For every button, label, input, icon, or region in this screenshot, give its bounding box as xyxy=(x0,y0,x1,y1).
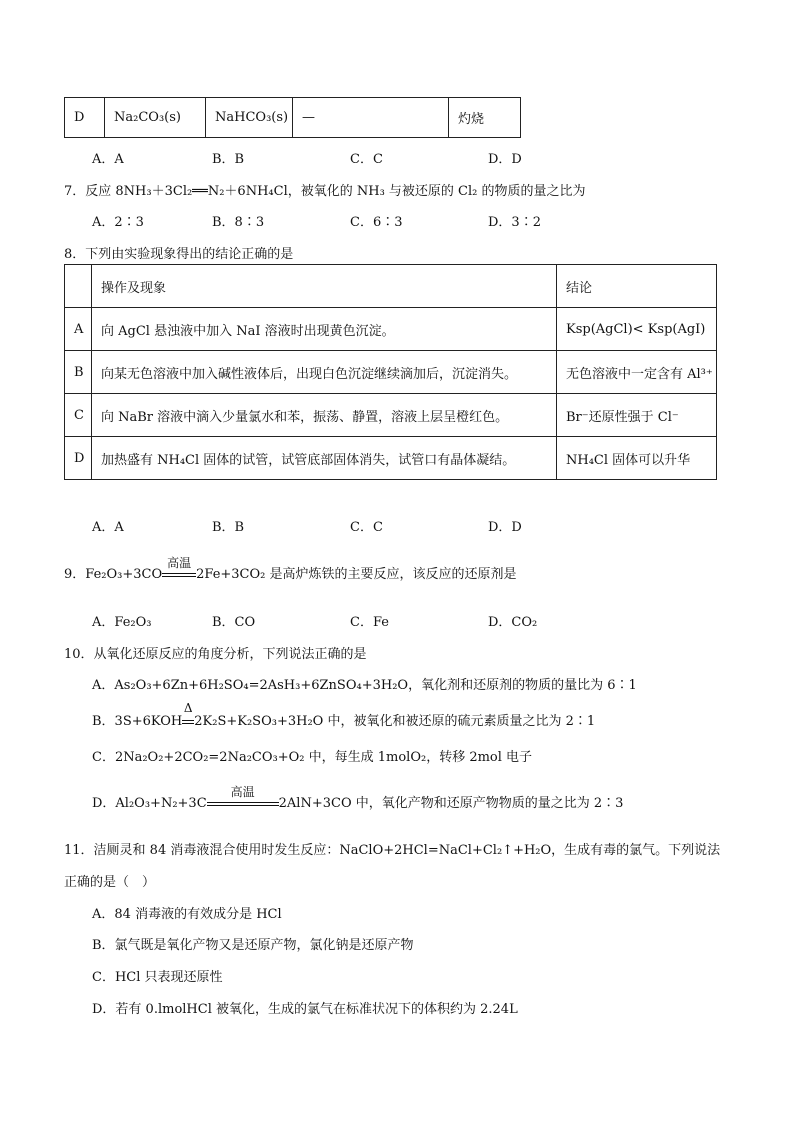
option-d[interactable]: D．CO₂ xyxy=(488,615,538,630)
q9-stem xyxy=(64,556,517,582)
q10-stem: 10．从氧化还原反应的角度分析，下列说法正确的是 xyxy=(64,647,367,662)
double-arrow xyxy=(162,573,196,577)
row-operation: 向 AgCl 悬浊液中加入 NaI 溶液时出现黄色沉淀。 xyxy=(92,308,557,351)
row-label: D xyxy=(65,437,92,480)
row-conclusion: Br⁻还原性强于 Cl⁻ xyxy=(557,394,717,437)
reaction-condition xyxy=(207,785,279,811)
q11-option-a[interactable]: A．84 消毒液的有效成分是 HCl xyxy=(92,907,282,922)
option-b-right: 2K₂S+K₂SO₃+3H₂O 中，被氧化和被还原的硫元素质量之比为 2∶1 xyxy=(194,714,596,729)
table-q6-row-d xyxy=(64,97,521,138)
option-c[interactable]: C．C xyxy=(350,520,383,535)
row-conclusion: NH₄Cl 固体可以升华 xyxy=(557,437,717,480)
condition-label: Δ xyxy=(183,701,193,715)
cell-product: NaHCO₃(s) xyxy=(206,98,293,138)
option-c[interactable]: C．6∶3 xyxy=(350,215,403,230)
option-d[interactable]: D．D xyxy=(488,152,522,167)
table-row xyxy=(65,394,717,437)
option-c[interactable]: C．C xyxy=(350,152,383,167)
q10-option-c[interactable]: C．2Na₂O₂+2CO₂=2Na₂CO₃+O₂ 中，每生成 1molO₂，转移 2mol 电子 xyxy=(92,750,533,765)
option-d[interactable]: D．3∶2 xyxy=(488,215,541,230)
row-conclusion: Ksp(AgCl)< Ksp(AgI) xyxy=(557,308,717,351)
q8-table xyxy=(64,264,717,480)
row-label: A xyxy=(65,308,92,351)
q11-option-c[interactable]: C．HCl 只表现还原性 xyxy=(92,970,223,985)
option-b[interactable]: B．B xyxy=(212,520,245,535)
cell-reactant: Na₂CO₃(s) xyxy=(105,98,206,138)
q10-option-b[interactable] xyxy=(92,701,596,729)
table-row xyxy=(65,351,717,394)
option-b[interactable]: B．8∶3 xyxy=(212,215,265,230)
q10-option-a[interactable]: A．As₂O₃+6Zn+6H₂SO₄=2AsH₃+6ZnSO₄+3H₂O，氧化剂和还原剂的物质的量比为 6∶1 xyxy=(92,678,637,693)
option-c[interactable]: C．Fe xyxy=(350,615,389,630)
q9-equation-left: 9．Fe₂O₃+3CO xyxy=(64,567,163,582)
reaction-condition xyxy=(182,701,194,729)
row-operation: 向某无色溶液中加入碱性液体后，出现白色沉淀继续滴加后，沉淀消失。 xyxy=(92,351,557,394)
table-row xyxy=(65,308,717,351)
double-arrow xyxy=(207,802,279,806)
condition-label: 高温 xyxy=(230,785,255,799)
row-label: C xyxy=(65,394,92,437)
option-d-right: 2AlN+3CO 中，氧化产物和还原产物物质的量之比为 2∶3 xyxy=(278,796,624,811)
header-conclusion: 结论 xyxy=(557,265,717,308)
q7-stem: 7．反应 8NH₃＋3Cl₂══N₂＋6NH₄Cl，被氧化的 NH₃ 与被还原的 Cl₂ 的物质的量之比为 xyxy=(64,184,586,199)
q10-option-d[interactable] xyxy=(92,785,624,811)
q11-option-b[interactable]: B．氯气既是氧化产物又是还原产物，氯化钠是还原产物 xyxy=(92,938,414,953)
reaction-condition xyxy=(162,556,196,582)
option-a[interactable]: A．A xyxy=(92,152,124,167)
row-label: B xyxy=(65,351,92,394)
table-header-row xyxy=(65,265,717,308)
cell-reagent: — xyxy=(293,98,449,138)
cell-method: 灼烧 xyxy=(449,98,521,138)
q11-stem-line1: 11．洁厕灵和 84 消毒液混合使用时发生反应：NaClO+2HCl=NaCl+Cl₂↑+H₂O，生成有毒的氯气。下列说法 xyxy=(64,843,721,858)
table-row xyxy=(65,437,717,480)
option-b[interactable]: B．B xyxy=(212,152,245,167)
header-operation: 操作及现象 xyxy=(92,265,557,308)
row-operation: 加热盛有 NH₄Cl 固体的试管，试管底部固体消失，试管口有晶体凝结。 xyxy=(92,437,557,480)
q11-stem-line2: 正确的是（ ） xyxy=(64,875,156,890)
option-b-left: B．3S+6KOH xyxy=(92,714,183,729)
option-d-left: D．Al₂O₃+N₂+3C xyxy=(92,796,207,811)
double-arrow xyxy=(182,720,194,724)
row-operation: 向 NaBr 溶液中滴入少量氯水和苯，振荡、静置，溶液上层呈橙红色。 xyxy=(92,394,557,437)
option-a[interactable]: A．A xyxy=(92,520,124,535)
option-d[interactable]: D．D xyxy=(488,520,522,535)
option-a[interactable]: A．2∶3 xyxy=(92,215,144,230)
row-conclusion: 无色溶液中一定含有 Al³⁺ xyxy=(557,351,717,394)
q11-option-d[interactable]: D．若有 0.lmolHCl 被氧化，生成的氯气在标准状况下的体积约为 2.24L xyxy=(92,1002,518,1017)
condition-label: 高温 xyxy=(167,556,192,570)
row-label: D xyxy=(65,98,105,138)
option-a[interactable]: A．Fe₂O₃ xyxy=(92,615,152,630)
q8-stem: 8．下列由实验现象得出的结论正确的是 xyxy=(64,247,294,262)
q9-equation-right: 2Fe+3CO₂ 是高炉炼铁的主要反应，该反应的还原剂是 xyxy=(196,567,517,582)
option-b[interactable]: B．CO xyxy=(212,615,256,630)
